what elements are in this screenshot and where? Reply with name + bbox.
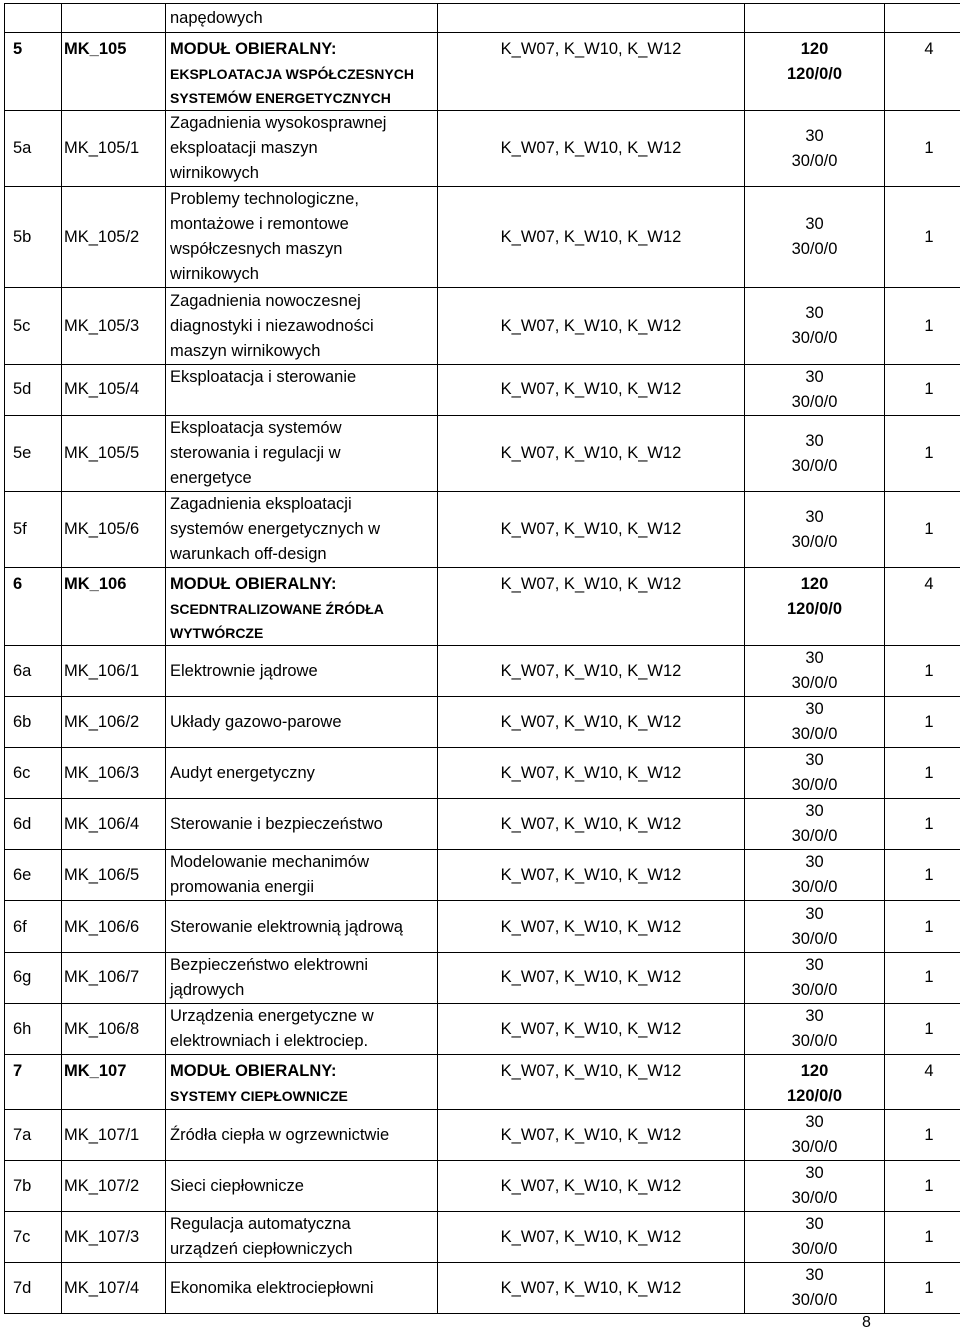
hours: 120 [800,575,829,593]
table-row [5,1110,960,1161]
module-code: MK_106/8 [64,1020,140,1038]
table-row [5,748,960,799]
course-name: Źródła ciepła w ogrzewnictwie [170,1126,390,1144]
module-code: MK_105 [64,40,127,58]
row-number: 6d [13,815,32,833]
ects-points: 1 [924,380,934,398]
course-name: Urządzenia energetyczne w [170,1007,374,1025]
ects-points: 1 [924,968,934,986]
hours: 30/0/0 [791,776,838,794]
hours: 30 [805,127,824,145]
learning-effects: K_W07, K_W10, K_W12 [500,139,682,157]
hours: 120/0/0 [786,600,843,618]
hours: 30 [805,905,824,923]
hours: 30 [805,432,824,450]
module-code: MK_105/5 [64,444,140,462]
hours: 30/0/0 [791,329,838,347]
learning-effects: K_W07, K_W10, K_W12 [500,815,682,833]
learning-effects: K_W07, K_W10, K_W12 [500,1279,682,1297]
ects-points: 4 [924,40,934,58]
table-row [5,1055,960,1110]
hours: 30/0/0 [791,827,838,845]
hours: 120 [800,40,829,58]
course-name: Sieci ciepłownicze [170,1177,304,1195]
module-code: MK_106/3 [64,764,140,782]
module-code: MK_107/2 [64,1177,140,1195]
ects-points: 1 [924,1020,934,1038]
learning-effects: K_W07, K_W10, K_W12 [500,40,682,58]
table-row [5,697,960,748]
hours: 30 [805,802,824,820]
learning-effects: K_W07, K_W10, K_W12 [500,380,682,398]
hours: 30/0/0 [791,1138,838,1156]
hours: 120/0/0 [786,65,843,83]
table-row [5,1161,960,1212]
hours: 30/0/0 [791,152,838,170]
course-name: Sterowanie i bezpieczeństwo [170,815,383,833]
module-title: MODUŁ OBIERALNY: [170,40,337,58]
module-code: MK_107/3 [64,1228,140,1246]
course-name: promowania energii [170,878,314,896]
learning-effects: K_W07, K_W10, K_W12 [500,1062,682,1080]
hours: 30 [805,956,824,974]
hours: 30 [805,215,824,233]
table-row [5,365,960,416]
row-number: 5a [13,139,32,157]
course-name: elektrowniach i elektrociep. [170,1032,369,1050]
module-subtitle: SYSTEMÓW ENERGETYCZNYCH [170,90,391,106]
row-number: 5 [13,40,23,58]
module-subtitle: SYSTEMY CIEPŁOWNICZE [170,1088,348,1104]
hours: 30/0/0 [791,878,838,896]
row-number: 6g [13,968,32,986]
ects-points: 1 [924,713,934,731]
course-name: sterowania i regulacji w [170,444,341,462]
course-name: systemów energetycznych w [170,520,380,538]
hours: 30 [805,1215,824,1233]
hours: 30/0/0 [791,1240,838,1258]
row-number: 7b [13,1177,32,1195]
row-number: 6b [13,713,32,731]
hours: 30 [805,304,824,322]
row-number: 6a [13,662,32,680]
ects-points: 1 [924,866,934,884]
ects-points: 1 [924,1279,934,1297]
hours: 30 [805,1113,824,1131]
module-title: MODUŁ OBIERALNY: [170,1062,337,1080]
course-name: maszyn wirnikowych [170,342,321,360]
learning-effects: K_W07, K_W10, K_W12 [500,764,682,782]
course-name: Elektrownie jądrowe [170,662,318,680]
module-code: MK_105/4 [64,380,140,398]
module-code: MK_106/2 [64,713,140,731]
hours: 30/0/0 [791,393,838,411]
hours: 30/0/0 [791,1189,838,1207]
table-row [5,33,960,111]
table-row-fragment [5,4,960,33]
row-number: 6 [13,575,23,593]
hours: 30/0/0 [791,725,838,743]
module-code: MK_107 [64,1062,127,1080]
module-code: MK_105/3 [64,317,140,335]
course-name: Zagadnienia wysokosprawnej [170,114,387,132]
course-name: Zagadnienia eksploatacji [170,495,352,513]
course-name: montażowe i remontowe [170,215,349,233]
module-code: MK_107/1 [64,1126,140,1144]
table-row [5,850,960,901]
hours: 30/0/0 [791,240,838,258]
ects-points: 1 [924,815,934,833]
course-name: współczesnych maszyn [170,240,343,258]
learning-effects: K_W07, K_W10, K_W12 [500,713,682,731]
hours: 30/0/0 [791,674,838,692]
hours: 120/0/0 [786,1087,843,1105]
module-code: MK_105/2 [64,228,140,246]
learning-effects: K_W07, K_W10, K_W12 [500,1020,682,1038]
module-code: MK_106 [64,575,127,593]
course-name: urządzeń ciepłowniczych [170,1240,353,1258]
hours: 30 [805,1266,824,1284]
ects-points: 1 [924,317,934,335]
learning-effects: K_W07, K_W10, K_W12 [500,968,682,986]
hours: 30 [805,853,824,871]
table-row [5,568,960,646]
ects-points: 1 [924,764,934,782]
hours: 120 [800,1062,829,1080]
course-name: Eksploatacja systemów [170,419,342,437]
row-number: 7 [13,1062,23,1080]
learning-effects: K_W07, K_W10, K_W12 [500,1228,682,1246]
course-name: diagnostyki i niezawodności [170,317,374,335]
ects-points: 1 [924,139,934,157]
module-title: MODUŁ OBIERALNY: [170,575,337,593]
name-fragment: napędowych [170,9,263,27]
table-row [5,799,960,850]
module-code: MK_106/6 [64,918,140,936]
course-name: eksploatacji maszyn [170,139,318,157]
course-name: Sterowanie elektrownią jądrową [170,918,403,936]
hours: 30/0/0 [791,1291,838,1309]
ects-points: 1 [924,228,934,246]
row-number: 7a [13,1126,32,1144]
table-row [5,1004,960,1055]
hours: 30 [805,649,824,667]
course-name: Problemy technologiczne, [170,190,359,208]
hours: 30 [805,1007,824,1025]
course-name: energetyce [170,469,252,487]
table-row [5,1263,960,1314]
hours: 30 [805,751,824,769]
hours: 30 [805,508,824,526]
learning-effects: K_W07, K_W10, K_W12 [500,866,682,884]
module-code: MK_105/1 [64,139,140,157]
row-number: 5d [13,380,32,398]
ects-points: 1 [924,1126,934,1144]
course-name: wirnikowych [170,164,259,182]
ects-points: 1 [924,1177,934,1195]
module-subtitle: WYTWÓRCZE [170,625,264,641]
module-subtitle: EKSPLOATACJA WSPÓŁCZESNYCH [170,66,414,82]
hours: 30/0/0 [791,930,838,948]
course-table [4,3,960,1314]
row-number: 5c [13,317,31,335]
ects-points: 4 [924,1062,934,1080]
hours: 30 [805,700,824,718]
table-row [5,1212,960,1263]
page-number: 8 [862,1314,871,1331]
module-code: MK_106/5 [64,866,140,884]
hours: 30/0/0 [791,981,838,999]
hours: 30 [805,1164,824,1182]
course-name: jądrowych [170,981,245,999]
row-number: 7c [13,1228,31,1246]
table-row [5,288,960,365]
table-row [5,492,960,568]
course-name: Zagadnienia nowoczesnej [170,292,361,310]
module-code: MK_105/6 [64,520,140,538]
table-row [5,187,960,288]
course-name: Bezpieczeństwo elektrowni [170,956,369,974]
course-name: Ekonomika elektrociepłowni [170,1279,374,1297]
learning-effects: K_W07, K_W10, K_W12 [500,520,682,538]
row-number: 6h [13,1020,32,1038]
module-subtitle: SCEDNTRALIZOWANE ŹRÓDŁA [170,601,384,617]
row-number: 6c [13,764,31,782]
hours: 30 [805,368,824,386]
row-number: 6e [13,866,32,884]
learning-effects: K_W07, K_W10, K_W12 [500,317,682,335]
table-row [5,646,960,697]
ects-points: 1 [924,918,934,936]
module-code: MK_106/7 [64,968,140,986]
hours: 30/0/0 [791,1032,838,1050]
learning-effects: K_W07, K_W10, K_W12 [500,662,682,680]
ects-points: 1 [924,444,934,462]
learning-effects: K_W07, K_W10, K_W12 [500,918,682,936]
row-number: 5f [13,520,27,538]
course-name: Audyt energetyczny [170,764,315,782]
row-number: 5e [13,444,32,462]
learning-effects: K_W07, K_W10, K_W12 [500,444,682,462]
learning-effects: K_W07, K_W10, K_W12 [500,575,682,593]
hours: 30/0/0 [791,457,838,475]
table-row [5,111,960,187]
module-code: MK_106/1 [64,662,140,680]
ects-points: 1 [924,662,934,680]
module-code: MK_106/4 [64,815,140,833]
hours: 30/0/0 [791,533,838,551]
ects-points: 1 [924,520,934,538]
table-row [5,901,960,953]
ects-points: 4 [924,575,934,593]
table-row [5,416,960,492]
learning-effects: K_W07, K_W10, K_W12 [500,228,682,246]
table-row [5,953,960,1004]
learning-effects: K_W07, K_W10, K_W12 [500,1177,682,1195]
row-number: 5b [13,228,32,246]
course-name: Regulacja automatyczna [170,1215,351,1233]
row-number: 6f [13,918,27,936]
course-name: Układy gazowo-parowe [170,713,342,731]
course-name: wirnikowych [170,265,259,283]
ects-points: 1 [924,1228,934,1246]
course-name: warunkach off-design [170,545,327,563]
course-name: Modelowanie mechanimów [170,853,370,871]
module-code: MK_107/4 [64,1279,140,1297]
row-number: 7d [13,1279,32,1297]
learning-effects: K_W07, K_W10, K_W12 [500,1126,682,1144]
course-name: Eksploatacja i sterowanie [170,368,357,386]
